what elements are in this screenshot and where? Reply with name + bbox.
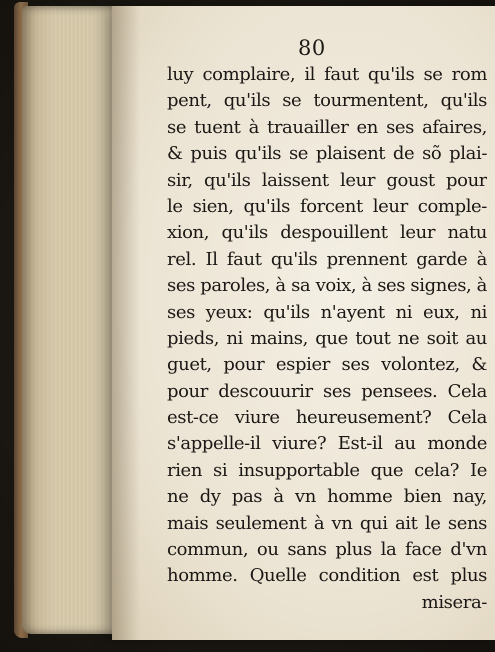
text-line-14: est-ce viure heureusement? Cela [167,407,487,429]
text-line-20: homme. Quelle condition est plus [167,565,487,587]
text-line-9: ses paroles, à sa voix, à ses signes, à [167,275,487,297]
book-page [112,6,495,640]
text-line-18: mais seulement à vn qui ait le sens [167,512,487,534]
text-line-1: luy complaire, il faut qu'ils se rom [167,64,487,85]
page-number: 80 [298,36,326,60]
text-line-13: pour descouurir ses pensees. Cela [167,380,487,402]
text-line-2: pent, qu'ils se tourmentent, qu'ils [167,90,487,112]
text-line-19: commun, ou sans plus la face d'vn [167,539,487,561]
text-line-12: guet, pour espier ses volontez, & [167,354,487,376]
text-line-16: rien si insupportable que cela? Ie [167,459,487,481]
text-line-6: le sien, qu'ils forcent leur comple- [167,195,487,217]
text-line-17: ne dy pas à vn homme bien nay, [167,486,487,508]
text-line-4: & puis qu'ils se plaisent de sõ plai- [167,143,487,165]
text-line-11: pieds, ni mains, que tout ne soit au [167,327,487,349]
text-line-15: s'appelle-il viure? Est-il au monde [167,433,487,455]
text-line-3: se tuent à trauailler en ses afaires, [167,116,487,138]
text-line-8: rel. Il faut qu'ils prennent garde à [167,248,487,270]
catchword: misera- [421,591,487,613]
text-line-5: sir, qu'ils laissent leur goust pour [167,169,487,191]
text-line-7: xion, qu'ils despouillent leur natu [167,222,487,244]
page-text [167,62,487,616]
text-line-10: ses yeux: qu'ils n'ayent ni eux, ni [167,301,487,323]
